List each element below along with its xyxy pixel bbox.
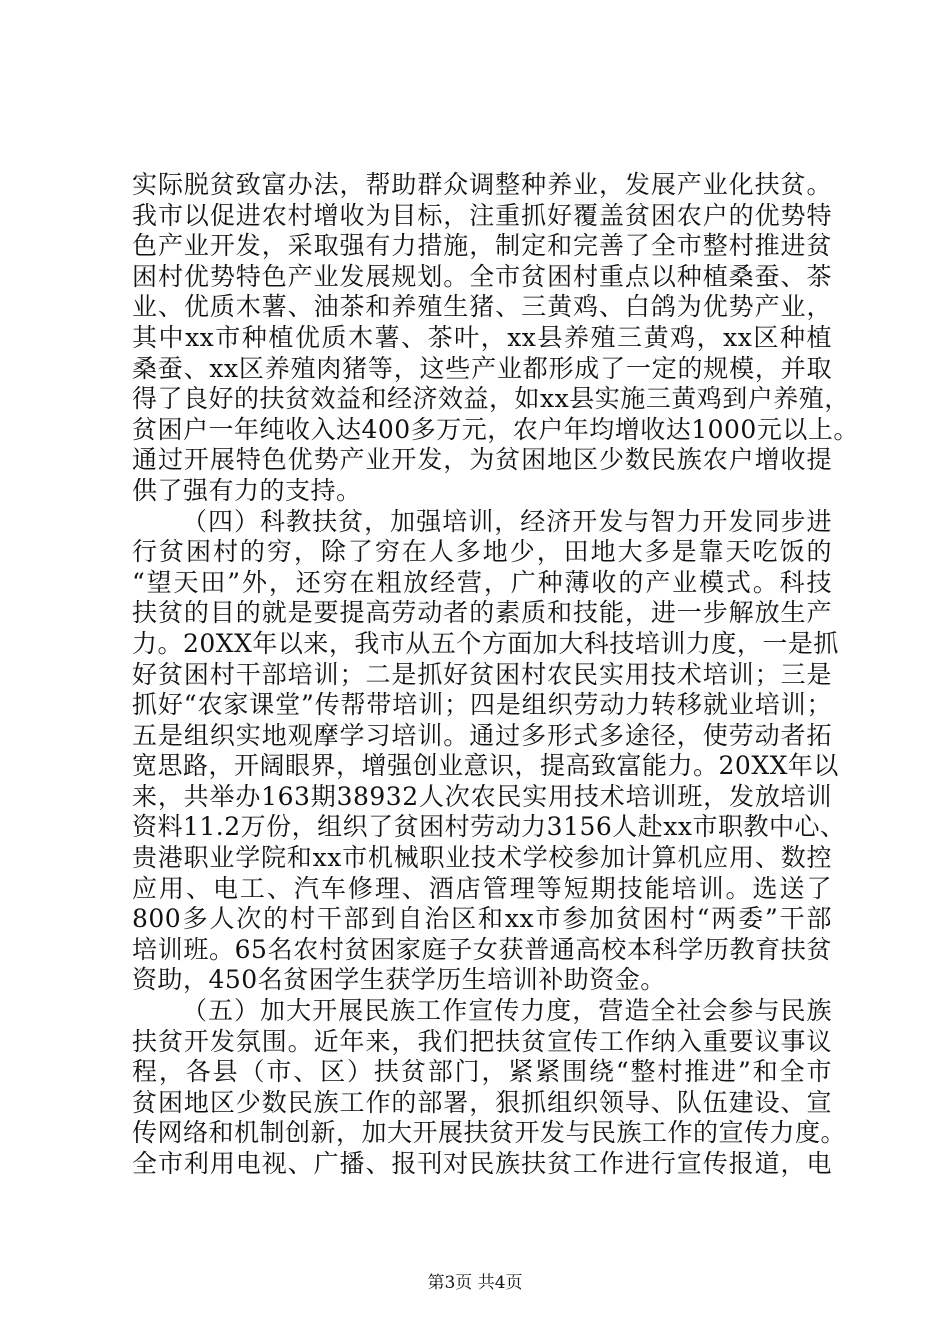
text-line: 全市利用电视、广播、报刊对民族扶贫工作进行宣传报道，电: [132, 1149, 832, 1178]
section-heading-line: （四）科教扶贫，加强培训，经济开发与智力开发同步进: [182, 506, 832, 536]
text-line: 我市以促进农村增收为目标，注重抓好覆盖贫困农户的优势特: [132, 200, 832, 230]
text-line: 困村优势特色产业发展规划。全市贫困村重点以种植桑蚕、茶: [132, 261, 832, 291]
text-line: 资助，450名贫困学生获学历生培训补助资金。: [132, 965, 666, 995]
text-line: 培训班。65名农村贫困家庭子女获普通高校本科学历教育扶贫: [132, 934, 832, 964]
text-line: 程，各县（市、区）扶贫部门，紧紧围绕“整村推进”和全市: [132, 1057, 832, 1087]
text-line: 好贫困村干部培训；二是抓好贫困村农民实用技术培训；三是: [132, 659, 832, 689]
document-body: [132, 170, 859, 1180]
text-line: 资料11.2万份，组织了贫困村劳动力3156人赴xx市职教中心、: [132, 812, 846, 842]
text-line: 抓好“农家课堂”传帮带培训；四是组织劳动力转移就业培训；: [132, 690, 832, 720]
text-line: 色产业开发，采取强有力措施，制定和完善了全市整村推进贫: [132, 231, 832, 261]
text-line: 业、优质木薯、油茶和养殖生猪、三黄鸡、白鸽为优势产业，: [132, 292, 832, 322]
text-line: 力。20XX年以来，我市从五个方面加大科技培训力度，一是抓: [132, 628, 839, 658]
text-line: 其中xx市种植优质木薯、茶叶，xx县养殖三黄鸡，xx区种植: [132, 322, 832, 352]
text-line: 贫困地区少数民族工作的部署，狠抓组织领导、队伍建设、宣: [132, 1087, 832, 1117]
text-line: 供了强有力的支持。: [132, 475, 362, 505]
text-line: 扶贫的目的就是要提高劳动者的素质和技能，进一步解放生产: [132, 598, 832, 628]
text-line: 传网络和机制创新，加大开展扶贫开发与民族工作的宣传力度。: [132, 1118, 847, 1148]
text-line: 行贫困村的穷，除了穷在人多地少，田地大多是靠天吃饭的: [132, 537, 832, 567]
text-line: 贵港职业学院和xx市机械职业技术学校参加计算机应用、数控: [132, 843, 832, 873]
text-line: “望天田”外，还穷在粗放经营，广种薄收的产业模式。科技: [132, 567, 832, 597]
section-heading-line: （五）加大开展民族工作宣传力度，营造全社会参与民族: [182, 996, 832, 1026]
text-line: 桑蚕、xx区养殖肉猪等，这些产业都形成了一定的规模，并取: [132, 353, 832, 383]
text-line: 得了良好的扶贫效益和经济效益，如xx县实施三黄鸡到户养殖，: [132, 384, 850, 414]
text-line: 实际脱贫致富办法，帮助群众调整种养业，发展产业化扶贫。: [132, 170, 832, 199]
text-line: 应用、电工、汽车修理、酒店管理等短期技能培训。选送了: [132, 873, 832, 903]
text-line: 来，共举办163期38932人次农民实用技术培训班，发放培训: [132, 781, 832, 811]
text-line: 贫困户一年纯收入达400多万元，农户年均增收达1000元以上。: [132, 414, 859, 444]
text-line: 扶贫开发氛围。近年来，我们把扶贫宣传工作纳入重要议事议: [132, 1026, 832, 1056]
text-line: 800多人次的村干部到自治区和xx市参加贫困村“两委”干部: [132, 904, 832, 934]
text-line: 宽思路，开阔眼界，增强创业意识，提高致富能力。20XX年以: [132, 751, 839, 781]
page-number-footer: 第3页 共4页: [427, 1273, 523, 1293]
text-line: 五是组织实地观摩学习培训。通过多形式多途径，使劳动者拓: [132, 720, 832, 750]
text-line: 通过开展特色优势产业开发，为贫困地区少数民族农户增收提: [132, 445, 832, 475]
